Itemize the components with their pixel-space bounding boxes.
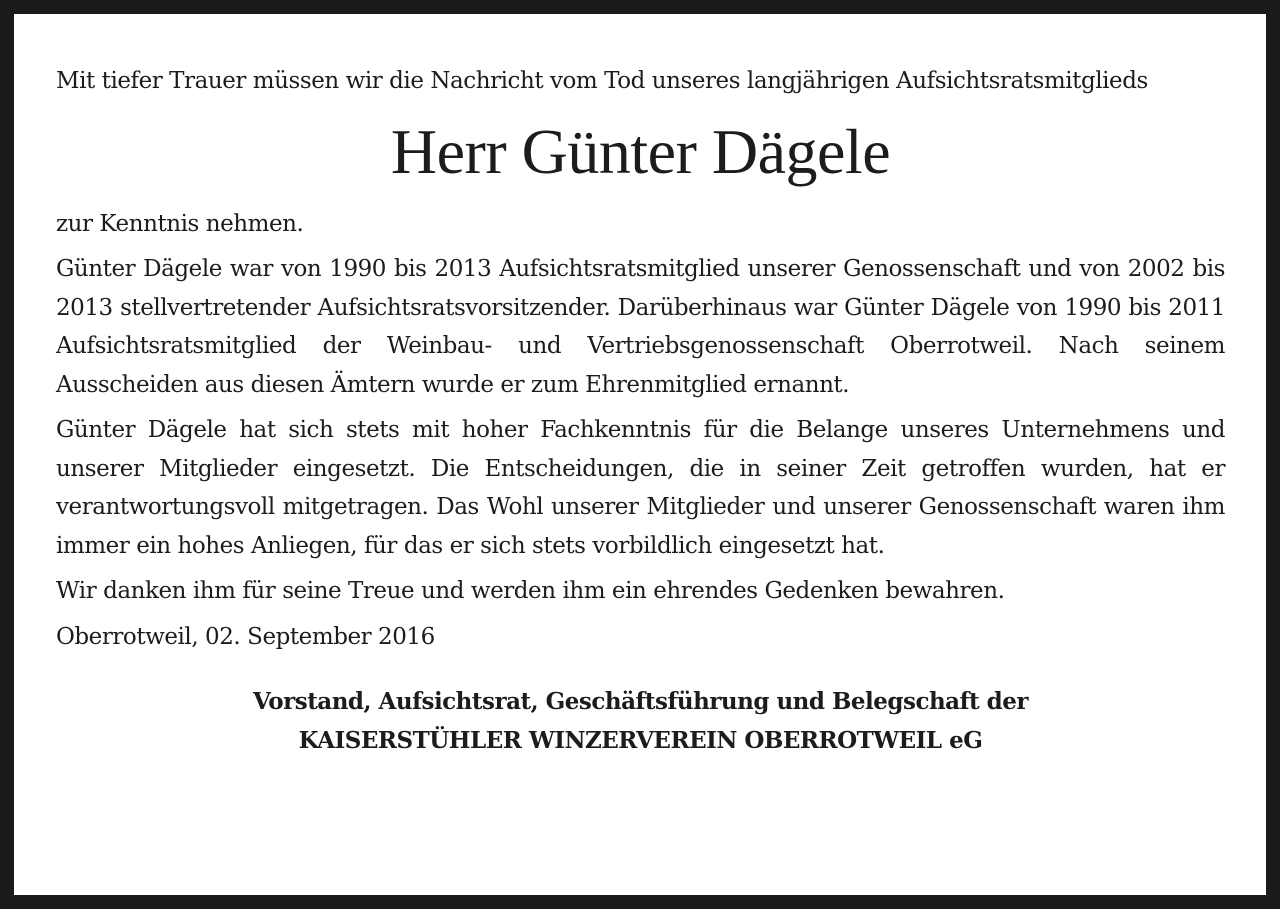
paragraph-career: Günter Dägele war von 1990 bis 2013 Aufsichtsratsmitglied unserer Genossenschaft und von 2002 bis 2013 stellvertretender Aufsichtsratsvorsitzender. Darüberhinaus war Günter Dägele von 1990 bis 2011 Aufsichtsratsmitglied der Weinbau- und Vertriebsgenossenschaft Oberrotweil. Nach seinem Ausscheiden aus diesen Ämtern wurde er zum Ehrenmitglied ernannt. (56, 256, 1225, 398)
signature-block (56, 682, 1225, 760)
paragraph-thanks: Wir danken ihm für seine Treue und werden ihm ein ehrendes Gedenken bewahren. (56, 578, 1005, 604)
place-date: Oberrotweil, 02. September 2016 (56, 623, 435, 650)
intro-text: Mit tiefer Trauer müssen wir die Nachricht vom Tod unseres langjährigen Aufsichtsratsmitglieds (56, 68, 1148, 94)
signature-line-2: KAISERSTÜHLER WINZERVEREIN OBERROTWEIL eG (298, 727, 983, 754)
obituary-notice (14, 14, 1266, 895)
after-name-text: zur Kenntnis nehmen. (56, 210, 304, 237)
paragraph-dedication: Günter Dägele hat sich stets mit hoher Fachkenntnis für die Belange unseres Unternehmens und unserer Mitglieder eingesetzt. Die Entscheidungen, die in seiner Zeit getroffen wurden, hat er verantwortungsvoll mitgetragen. Das Wohl unserer Mitglieder und unserer Genossenschaft waren ihm immer ein hohes Anliegen, für das er sich stets vorbildlich eingesetzt hat. (56, 417, 1225, 559)
signature-line-1: Vorstand, Aufsichtsrat, Geschäftsführung und Belegschaft der (253, 688, 1028, 715)
deceased-name: Herr Günter Dägele (390, 115, 891, 187)
